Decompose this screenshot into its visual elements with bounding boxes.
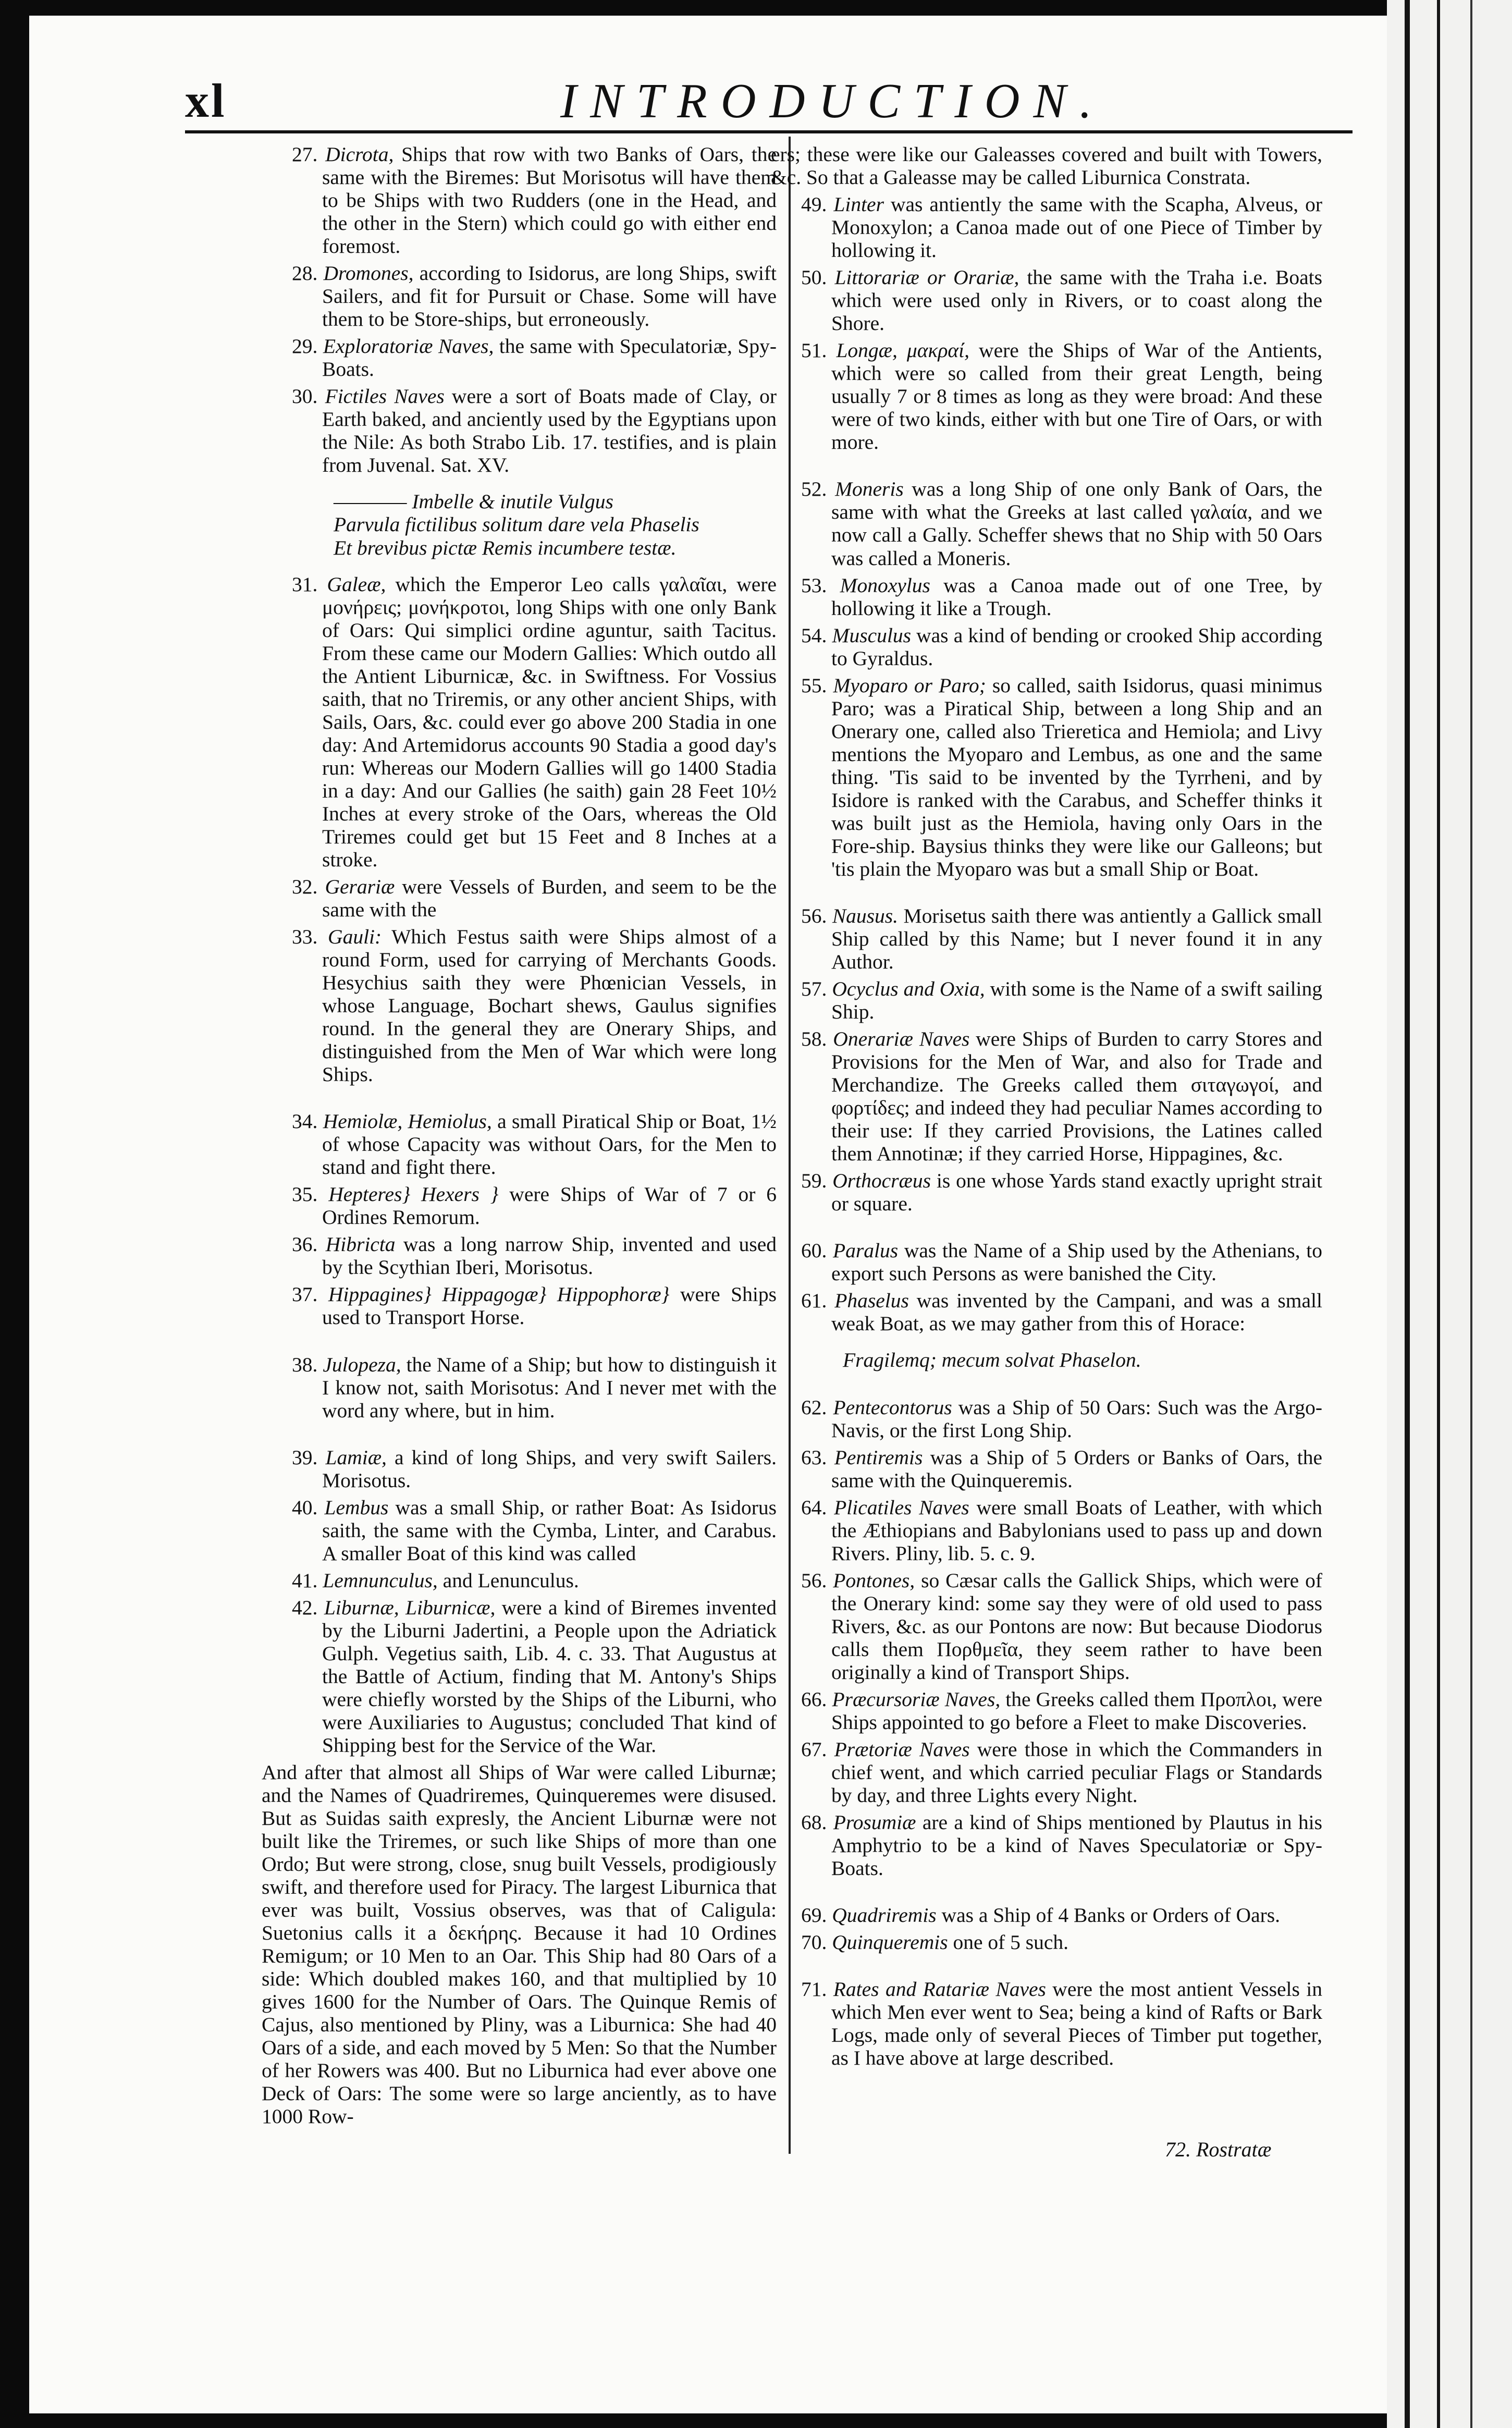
entry-text: was a Ship of 4 Banks or Orders of Oars.: [936, 1904, 1280, 1927]
entry-term: Orthocræus: [832, 1169, 931, 1193]
paragraph: And after that almost all Ships of War were called Liburnæ; and the Names of Quadriremes, Quinqueremes were disused. But as Suidas saith expresly, the Ancient Liburnæ were not built like the Triremes, or such like Ships of more than one Ordo; But were strong, close, snug built Vessels, prodigiously swift, and therefore used for Piracy. The largest Liburnica that ever was built, Vossius observes, was that of Caligula: Suetonius calls it a δεκήρης. Because it had 10 Ordines Remigum; or 10 Men to an Oar. This Ship had 80 Oars of a side: Which doubled makes 160, and that multiplied by 10 gives 1600 for the Number of Oars. The Quinque Remis of Cajus, also mentioned by Pliny, was a Liburnica: She had 40 Oars of a side, and each moved by 5 Men: So that the Number of her Rowers was 400. But no Liburnica had ever above one Deck of Oars: The some were so large anciently, as to have 1000 Row-: [262, 1761, 777, 2128]
entry-number: 50.: [801, 266, 835, 289]
entry-text: was a long Ship of one only Bank of Oars, the same with what the Greeks at last called γαλαία, and we now call a Gally. Scheffer shews that no Ship with 50 Oars was called a Moneris.: [831, 477, 1322, 570]
entry-number: 66.: [801, 1687, 832, 1711]
entry-text: one of 5 such.: [948, 1931, 1069, 1954]
glossary-entry: [292, 925, 777, 1086]
glossary-entry: [801, 904, 1322, 973]
entry-number: 53.: [801, 573, 840, 597]
glossary-entry: [292, 1233, 777, 1279]
entry-number: 68.: [801, 1811, 833, 1834]
entry-term: Hepteres} Hexers }: [328, 1183, 499, 1206]
entry-term: Myoparo or Paro;: [833, 673, 986, 697]
entry-number: 56.: [801, 1568, 833, 1592]
verse-quotation: [334, 490, 777, 559]
entry-number: 27.: [292, 143, 326, 166]
column-divider: [789, 137, 791, 2154]
entry-term: Moneris: [835, 477, 904, 501]
verse-line: Et brevibus pictæ Remis incumbere testæ.: [334, 536, 677, 559]
entry-term: Fictiles Naves: [325, 385, 445, 408]
right-column: [771, 143, 1323, 2074]
glossary-entry: [801, 193, 1322, 262]
entry-text: was antiently the same with the Scapha, Alveus, or Monoxylon; a Canoa made out of one Piece of Timber by hollowing it.: [831, 193, 1323, 262]
entry-term: Lamiæ,: [325, 1445, 387, 1469]
glossary-entry: [801, 1931, 1322, 1954]
entry-text: the Name of a Ship; but how to distinguish it I know not, saith Morisotus: And I never met with the word any where, but in him.: [322, 1353, 777, 1422]
glossary-entry: [292, 1569, 777, 1592]
page-number: xl: [185, 74, 227, 127]
entry-number: 38.: [292, 1353, 323, 1376]
entry-term: Præcursoriæ Naves,: [832, 1687, 1001, 1711]
entry-text: Morisetus saith there was antiently a Gallick small Ship called by this Name; but I never found it in any Author.: [831, 904, 1323, 973]
glossary-entry: [801, 1496, 1322, 1565]
entry-number: 70.: [801, 1931, 832, 1954]
glossary-entry: [801, 477, 1322, 569]
entry-text: were Ships of War of 7 or 6 Ordines Remorum.: [322, 1183, 777, 1229]
entry-number: 36.: [292, 1233, 326, 1256]
entry-text: was the Name of a Ship used by the Athenians, to export such Persons as were banished the City.: [831, 1239, 1323, 1285]
glossary-entry: [801, 1569, 1322, 1684]
verse-quotation: [843, 1348, 1322, 1371]
entry-number: 51.: [801, 339, 837, 362]
glossary-entry: [292, 875, 777, 921]
entry-number: 69.: [801, 1904, 832, 1927]
page-edge-line: [1437, 0, 1440, 2428]
entry-number: 63.: [801, 1445, 834, 1469]
entry-text: was a Canoa made out of one Tree, by hollowing it like a Trough.: [831, 573, 1322, 620]
left-column: [262, 143, 777, 2132]
entry-text: were the most antient Vessels in which Men ever went to Sea; being a kind of Rafts or Bark Logs, made only of several Pieces of Timber put together, as I have above at large described.: [831, 1978, 1323, 2070]
entry-number: 41.: [292, 1568, 323, 1592]
entry-term: Hippagines} Hippagogæ} Hippophoræ}: [328, 1283, 670, 1306]
entry-number: 56.: [801, 904, 832, 927]
glossary-entry: [801, 1446, 1322, 1492]
glossary-entry: [292, 1353, 777, 1422]
entry-number: 52.: [801, 477, 835, 501]
entry-number: 54.: [801, 623, 832, 647]
entry-term: Onerariæ Naves: [833, 1027, 970, 1051]
entry-number: 67.: [801, 1737, 834, 1761]
entry-term: Exploratoriæ Naves,: [323, 335, 494, 358]
entry-term: Galeæ,: [327, 572, 386, 596]
glossary-entry: [801, 1169, 1322, 1215]
entry-term: Longæ, μακραί,: [836, 339, 969, 362]
entry-term: Nausus.: [832, 904, 899, 927]
glossary-entry: [801, 1027, 1322, 1165]
glossary-entry: [801, 624, 1322, 670]
entry-term: Phaselus: [834, 1289, 909, 1313]
glossary-entry: [801, 1738, 1322, 1807]
entry-term: Quadriremis: [832, 1904, 937, 1927]
page-edge-line: [1470, 0, 1472, 2428]
entry-number: 32.: [292, 875, 325, 898]
verse-line: ———— Imbelle & inutile Vulgus: [334, 490, 613, 513]
entry-term: Prætoriæ Naves: [834, 1737, 970, 1761]
glossary-entry: [292, 1496, 777, 1565]
entry-term: Gerariæ: [325, 875, 395, 898]
glossary-entry: [292, 1110, 777, 1179]
entry-number: 31.: [292, 572, 327, 596]
entry-number: 49.: [801, 193, 834, 216]
entry-text: was a long narrow Ship, invented and used by the Scythian Iberi, Morisotus.: [322, 1233, 777, 1279]
entry-text: was a kind of bending or crooked Ship according to Gyraldus.: [831, 623, 1323, 670]
header-rule: [185, 130, 1353, 133]
glossary-entry: [801, 1289, 1322, 1335]
entry-text: so called, saith Isidorus, quasi minimus Paro; was a Piratical Ship, between a long Ship and an Onerary one, called also Trieretica and Hemiola; and Livy mentions the Myoparo and Lembus, as one and the same thing. 'Tis said to be invented by the Tyrrheni, and by Isidore is ranked with the Carabus, and Scheffer thinks it was built just as the Hemiola, having only Oars in the Fore-ship. Baysius thinks they were like our Galleons; but 'tis plain the Myoparo was but a small Ship or Boat.: [831, 673, 1322, 880]
entry-number: 40.: [292, 1495, 325, 1519]
glossary-entry: [292, 1596, 777, 1757]
entry-text: were a kind of Biremes invented by the Liburni Jadertini, a People upon the Adriatick Gulph. Vegetius saith, Lib. 4. c. 33. That Augustus at the Battle of Actium, finding that M. Antony's Ships were chiefly worsted by the Ships of the Liburni, who were Auxiliaries to Augustus; concluded That kind of Shipping best for the Service of the War.: [322, 1596, 777, 1757]
entry-text: were Ships of Burden to carry Stores and Provisions for the Men of War, and also for Trade and Merchandize. The Greeks called them σιταγωγοί, and φορτίδες; and indeed they had peculiar Names according to their use: If they carried Provisions, the Latines called them Annotinæ; if they carried Horse, Hippagines, &c.: [831, 1027, 1323, 1166]
entry-text: are a kind of Ships mentioned by Plautus in his Amphytrio to be a kind of Naves Speculatoriæ or Spy-Boats.: [831, 1811, 1322, 1880]
entry-text: was a Ship of 50 Oars: Such was the Argo-Navis, or the first Long Ship.: [831, 1395, 1322, 1442]
entry-number: 42.: [292, 1596, 324, 1619]
glossary-entry: [801, 674, 1322, 880]
glossary-entry: [292, 385, 777, 476]
entry-number: 35.: [292, 1183, 329, 1206]
entry-text: the Greeks called them Προπλοι, were Ships appointed to go before a Fleet to make Discoveries.: [831, 1687, 1322, 1734]
page-edge-line: [1405, 0, 1410, 2428]
entry-text: was a small Ship, or rather Boat: As Isidorus saith, the same with the Cymba, Linter, and Carabus. A smaller Boat of this kind was called: [322, 1495, 777, 1565]
entry-number: 39.: [292, 1445, 326, 1469]
entry-text: which the Emperor Leo calls γαλαῖαι, were μονήρεις; μονήκροτοι, long Ships with one only Bank of Oars: Qui simplici ordine aguntur, saith Tacitus. From these came our Modern Gallies: Which outdo all the Antient Liburnicæ, &c. in Swiftness. For Vossius saith, that no Triremis, or any other ancient Ships, with Sails, Oars, &c. could ever go above 200 Stadia in one day: And Artemidorus accounts 90 Stadia a good day's run: Whereas our Modern Gallies will go 1400 Stadia in a day: And our Gallies (he saith) gain 28 Feet 10½ Inches at every stroke of the Oars, whereas the Old Triremes could get but 15 Feet and 8 Inches at a stroke.: [322, 572, 777, 871]
glossary-entry: [292, 335, 777, 381]
scan-left-border: [0, 0, 29, 2428]
entry-text: was invented by the Campani, and was a small weak Boat, as we may gather from this of Horace:: [831, 1289, 1322, 1335]
entry-term: Gauli:: [328, 925, 382, 948]
entry-number: 33.: [292, 925, 328, 948]
entry-text: with some is the Name of a swift sailing Ship.: [831, 977, 1323, 1024]
paragraph: ers; these were like our Galeasses covered and built with Towers, &c. So that a Galeasse may be called Liburnica Constrata.: [771, 143, 1322, 189]
glossary-entry: [292, 143, 777, 257]
glossary-entry: [801, 1396, 1322, 1442]
entry-text: Which Festus saith were Ships almost of a round Form, used for carrying of Merchants Goods. Hesychius saith they were Phœnician Vessels, in whose Language, Bochart shews, Gaulus signifies round. In the general they are Onerary Ships, and distinguished from the Men of War which were long Ships.: [322, 925, 777, 1086]
entry-term: Lembus: [324, 1495, 389, 1519]
entry-text: the same with the Traha i.e. Boats which were used only in Rivers, or to coast along the Shore.: [831, 266, 1323, 335]
entry-term: Hibricta: [325, 1233, 396, 1256]
entry-term: Julopeza,: [323, 1353, 401, 1376]
entry-text: according to Isidorus, are long Ships, swift Sailers, and fit for Pursuit or Chase. Some will have them to be Store-ships, but erroneously.: [322, 262, 777, 331]
glossary-entry: [292, 1446, 777, 1492]
entry-text: a kind of long Ships, and very swift Sailers. Morisotus.: [322, 1445, 777, 1492]
entry-number: 60.: [801, 1239, 833, 1262]
glossary-entry: [801, 1688, 1322, 1734]
entry-text: were those in which the Commanders in chief went, and which carried peculiar Flags or Standards by day, and three Lights every Night.: [831, 1737, 1322, 1807]
entry-number: 62.: [801, 1395, 833, 1419]
entry-term: Pentiremis: [834, 1445, 923, 1469]
entry-term: Plicatiles Naves: [834, 1495, 969, 1519]
entry-term: Dromones,: [323, 262, 414, 285]
entry-number: 55.: [801, 673, 833, 697]
entry-term: Dicrota,: [325, 143, 394, 166]
entry-number: 59.: [801, 1169, 833, 1193]
entry-number: 61.: [801, 1289, 835, 1313]
entry-number: 58.: [801, 1027, 833, 1051]
entry-text: were small Boats of Leather, with which the Æthiopians and Babylonians used to pass up and down Rivers. Pliny, lib. 5. c. 9.: [831, 1495, 1323, 1565]
entry-text: were Vessels of Burden, and seem to be the same with the: [322, 875, 777, 921]
entry-term: Lemnunculus,: [323, 1568, 438, 1592]
glossary-entry: [801, 339, 1322, 453]
entry-term: Liburnæ, Liburnicæ,: [324, 1596, 496, 1619]
page-header: [185, 57, 1353, 130]
verse-line: Fragilemq; mecum solvat Phaselon.: [843, 1348, 1141, 1372]
running-title: INTRODUCTION.: [560, 74, 1105, 128]
entry-number: 71.: [801, 1978, 833, 2001]
entry-text: a small Piratical Ship or Boat, 1½ of whose Capacity was without Oars, for the Men to stand and fight there.: [322, 1110, 777, 1179]
entry-text: was a Ship of 5 Orders or Banks of Oars, the same with the Quinqueremis.: [831, 1445, 1322, 1492]
entry-text: the same with Speculatoriæ, Spy-Boats.: [322, 335, 777, 381]
glossary-entry: [801, 1811, 1322, 1880]
entry-text: were a sort of Boats made of Clay, or Earth baked, and anciently used by the Egyptians upon the Nile: As both Strabo Lib. 17. testifies, and is plain from Juvenal. Sat. XV.: [322, 385, 777, 477]
entry-term: Paralus: [833, 1239, 899, 1262]
entry-number: 64.: [801, 1495, 834, 1519]
scan-right-margin: [1387, 0, 1512, 2428]
entry-text: and Lenunculus.: [437, 1568, 579, 1592]
entry-term: Rates and Ratariæ Naves: [833, 1978, 1046, 2001]
glossary-entry: [801, 266, 1322, 335]
glossary-entry: [292, 1183, 777, 1229]
entry-term: Linter: [833, 193, 884, 216]
catchword: 72. Rostratæ: [1165, 2138, 1272, 2161]
entry-text: Ships that row with two Banks of Oars, the same with the Biremes: But Morisotus will have them to be Ships with two Rudders (one in the Head, and the other in the Stern) which could go with either end foremost.: [322, 143, 777, 258]
entry-term: Littorariæ or Orariæ,: [834, 266, 1019, 289]
entry-number: 29.: [292, 335, 323, 358]
glossary-entry: [801, 1904, 1322, 1927]
entry-text: is one whose Yards stand exactly upright strait or square.: [831, 1169, 1322, 1216]
entry-term: Quinqueremis: [832, 1931, 948, 1954]
entry-number: 34.: [292, 1110, 323, 1133]
glossary-entry: [801, 1239, 1322, 1285]
entry-number: 57.: [801, 977, 832, 1001]
entry-number: 30.: [292, 385, 325, 408]
entry-term: Pentecontorus: [833, 1395, 952, 1419]
entry-number: 28.: [292, 262, 324, 285]
glossary-entry: [292, 262, 777, 330]
entry-term: Prosumiæ: [833, 1811, 916, 1834]
entry-text: were Ships used to Transport Horse.: [322, 1283, 777, 1329]
glossary-entry: [292, 1283, 777, 1329]
entry-term: Musculus: [832, 623, 911, 647]
entry-text: so Cæsar calls the Gallick Ships, which were of the Onerary kind: some say they were of old used to pass Rivers, &c. as our Pontons are now: But because Diodorus calls them Πορθμεῖα, they seem rather to have been originally a kind of Transport Ships.: [831, 1568, 1323, 1684]
verse-line: Parvula fictilibus solitum dare vela Phaselis: [334, 513, 699, 536]
glossary-entry: [292, 573, 777, 871]
glossary-entry: [801, 1978, 1322, 2069]
glossary-entry: [801, 574, 1322, 620]
entry-term: Monoxylus: [840, 573, 930, 597]
entry-term: Ocyclus and Oxia,: [832, 977, 985, 1001]
entry-term: Hemiolæ, Hemiolus,: [323, 1110, 492, 1133]
entry-number: 37.: [292, 1283, 328, 1306]
entry-text: were the Ships of War of the Antients, which were so called from their great Length, being usually 7 or 8 times as long as they were broad: And these were of two kinds, either with but one Tire of Oars, or with more.: [831, 339, 1322, 454]
entry-term: Pontones,: [833, 1568, 915, 1592]
glossary-entry: [801, 977, 1322, 1023]
